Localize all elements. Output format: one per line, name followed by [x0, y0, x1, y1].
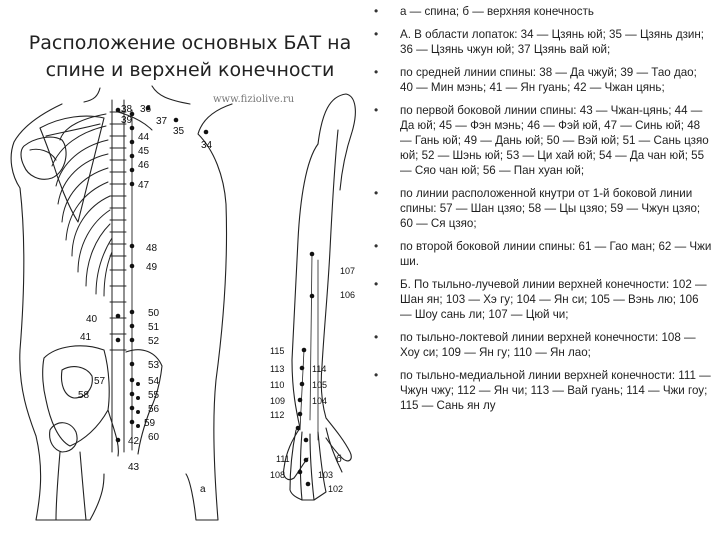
point-label-37: 37: [156, 116, 168, 127]
back-point-dot: [136, 396, 140, 400]
point-label-39: 39: [121, 115, 133, 126]
back-point-dot: [130, 140, 135, 145]
point-label-107: 107: [340, 266, 356, 276]
back-point-dot: [130, 392, 135, 397]
back-point-dot: [116, 338, 121, 343]
point-label-106: 106: [340, 290, 356, 300]
legend-list: [372, 4, 712, 421]
back-point-dot: [130, 244, 135, 249]
neck-outline: [84, 86, 190, 104]
point-label-103: 103: [318, 470, 334, 480]
point-label-44: 44: [138, 132, 150, 143]
point-label-52: 52: [148, 336, 160, 347]
back-point-dot: [130, 324, 135, 329]
point-label-51: 51: [148, 322, 160, 333]
back-point-dot: [130, 420, 135, 425]
point-label-40: 40: [86, 314, 98, 325]
point-label-46: 46: [138, 160, 150, 171]
point-label-54: 54: [148, 376, 160, 387]
point-label-34: 34: [201, 140, 213, 151]
back-point-dot: [116, 438, 121, 443]
back-point-dot: [130, 126, 135, 131]
point-label-50: 50: [148, 308, 160, 319]
back-point-dot: [136, 424, 140, 428]
arm-point-dot: [304, 458, 309, 463]
back-point-dot: [136, 410, 140, 414]
legend-item: • по первой боковой линии спины: 43 — Чжан-цянь; 44 — Да юй; 45 — Фэн мэнь; 46 — Фэй юй, 47 — Синь юй; 48 — Гань юй; 49 — Дань юй; 50 — Вэй юй; 51 — Сань цзяо юй; 52 — Шэнь юй; 53 — Ци хай юй; 54 — Да чан юй; 55 — Сяо чан юй; 56 — Пан хуан юй;: [372, 103, 712, 179]
watermark: www.fiziolive.ru: [213, 94, 295, 105]
point-label-48: 48: [146, 243, 158, 254]
arm-panel-label: б: [336, 454, 342, 465]
arm-line-2: [300, 350, 304, 430]
back-point-dot: [130, 182, 135, 187]
back-outline: [11, 104, 232, 520]
legend-item: • А. В области лопаток: 34 — Цзянь юй; 35 — Цзянь дзин; 36 — Цзянь чжун юй; 37 Цзянь вай юй;: [372, 27, 712, 57]
point-label-42: 42: [128, 436, 140, 447]
back-point-dot: [130, 362, 135, 367]
point-label-112: 112: [270, 410, 285, 420]
shoulder-joint: [21, 137, 66, 179]
arm-point-dot: [310, 294, 315, 299]
legend-item: • по второй боковой линии спины: 61 — Гао ман; 62 — Чжи ши.: [372, 239, 712, 269]
arm-point-dot: [300, 366, 305, 371]
point-label-113: 113: [270, 364, 285, 374]
arm-point-dot: [298, 398, 303, 403]
legend-item: • а — спина; б — верхняя конечность: [372, 4, 712, 19]
back-point-dot: [116, 314, 121, 319]
point-label-56: 56: [148, 404, 160, 415]
spine: [110, 100, 126, 452]
arm-point-dot: [296, 426, 301, 431]
back-point-dot: [130, 378, 135, 383]
point-label-53: 53: [148, 360, 160, 371]
back-point-dot: [130, 310, 135, 315]
arm-point-dot: [298, 412, 303, 417]
back-point-dot: [174, 118, 179, 123]
point-label-45: 45: [138, 146, 150, 157]
point-label-115: 115: [270, 346, 285, 356]
point-label-36: 36: [140, 104, 152, 115]
point-label-58: 58: [78, 390, 90, 401]
legend-item: • по тыльно-медиальной линии верхней конечности: 111 — Чжун чжу; 112 — Ян чи; 113 — Вай гуань; 114 — Чжи гоу; 115 — Сань ян лу: [372, 368, 712, 414]
point-label-57: 57: [94, 376, 106, 387]
back-point-dot: [130, 264, 135, 269]
arm-point-dot: [306, 482, 311, 487]
point-label-60: 60: [148, 432, 160, 443]
rib-cage: [52, 112, 152, 296]
back-point-dot: [130, 168, 135, 173]
arm-point-dot: [310, 252, 315, 257]
legend-item: • Б. По тыльно-лучевой линии верхней конечности: 102 — Шан ян; 103 — Хэ гу; 104 — Ян си; 105 — Вэнь лю; 106 — Шоу сань ли; 107 — Цюй чи;: [372, 277, 712, 323]
point-label-59: 59: [144, 418, 156, 429]
point-label-102: 102: [328, 484, 344, 494]
point-label-105: 105: [312, 380, 328, 390]
back-point-dot: [204, 130, 209, 135]
legend-item: • по линии расположенной кнутри от 1-й боковой линии спины: 57 — Шан цзяо; 58 — Цы цзяо; 59 — Чжун цзяо; 60 — Ся цзяо;: [372, 186, 712, 232]
point-label-47: 47: [138, 180, 150, 191]
arm-point-dot: [304, 438, 309, 443]
arm-point-dot: [302, 348, 307, 353]
back-point-dot: [130, 338, 135, 343]
point-label-55: 55: [148, 390, 160, 401]
point-label-43: 43: [128, 462, 140, 473]
hip-joint: [50, 423, 86, 520]
point-label-49: 49: [146, 262, 158, 273]
diagram-title: Расположение основных БАТ на спине и верхней конечности: [28, 32, 352, 81]
point-label-110: 110: [270, 380, 285, 390]
point-label-38: 38: [121, 104, 133, 115]
back-point-dot: [136, 382, 140, 386]
point-label-109: 109: [270, 396, 286, 406]
point-label-41: 41: [80, 332, 92, 343]
legend-item: • по средней линии спины: 38 — Да чжуй; 39 — Тао дао; 40 — Мин мэнь; 41 — Ян гуань; 42 — Чжан цянь;: [372, 65, 712, 95]
point-label-104: 104: [312, 396, 328, 406]
pelvis-outline: [43, 346, 162, 456]
legend-item: • по тыльно-локтевой линии верхней конечности: 108 — Хоу си; 109 — Ян гу; 110 — Ян лао;: [372, 330, 712, 360]
point-label-111: 111: [276, 454, 290, 464]
arm-point-dot: [298, 470, 303, 475]
arm-point-dot: [300, 382, 305, 387]
back-point-dot: [130, 154, 135, 159]
back-point-dot: [116, 108, 121, 113]
back-panel-label: а: [200, 484, 206, 495]
point-label-35: 35: [173, 126, 185, 137]
back-point-dot: [130, 406, 135, 411]
point-label-114: 114: [312, 364, 327, 374]
point-label-108: 108: [270, 470, 286, 480]
